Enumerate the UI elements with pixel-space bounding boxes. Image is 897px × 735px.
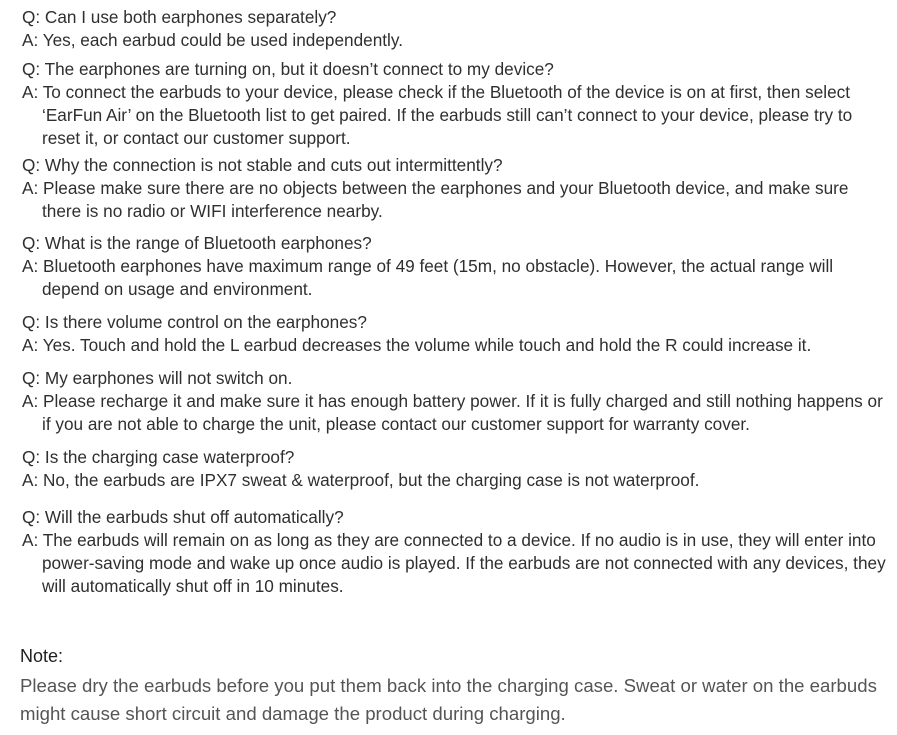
faq-answer: A: Please recharge it and make sure it has enough battery power. If it is fully charged and still nothing happens or if you are not able to charge the unit, please contact our customer support for warranty cover. xyxy=(22,391,883,434)
note-title: Note: xyxy=(20,646,64,666)
faq-question: Q: Why the connection is not stable and cuts out intermittently? xyxy=(22,155,503,175)
faq-answer: A: No, the earbuds are IPX7 sweat & waterproof, but the charging case is not waterproof. xyxy=(22,470,700,490)
faq-answer: A: Yes, each earbud could be used independently. xyxy=(22,30,403,50)
faq-question: Q: Is the charging case waterproof? xyxy=(22,447,295,467)
faq-answer: A: Yes. Touch and hold the L earbud decreases the volume while touch and hold the R could increase it. xyxy=(22,335,812,355)
faq-answer: A: Bluetooth earphones have maximum range of 49 feet (15m, no obstacle). However, the actual range will depend on usage and environment. xyxy=(22,256,834,299)
note-text: Please dry the earbuds before you put them back into the charging case. Sweat or water on the earbuds might cause short circuit and damage the product during charging. xyxy=(20,675,877,724)
faq-question: Q: Can I use both earphones separately? xyxy=(22,7,337,27)
note-section xyxy=(20,644,890,728)
faq-item xyxy=(22,6,888,52)
faq-item xyxy=(22,367,888,436)
faq-item xyxy=(22,154,888,223)
faq-question: Q: What is the range of Bluetooth earphones? xyxy=(22,233,372,253)
faq-item xyxy=(22,446,888,492)
faq-answer: A: Please make sure there are no objects between the earphones and your Bluetooth device, and make sure there is no radio or WIFI interference nearby. xyxy=(22,178,849,221)
faq-item xyxy=(22,506,888,598)
faq-item xyxy=(22,232,888,301)
faq-answer: A: The earbuds will remain on as long as they are connected to a device. If no audio is in use, they will enter into power-saving mode and wake up once audio is played. If the earbuds are not connected with any devices, they will automatically shut off in 10 minutes. xyxy=(22,530,886,596)
faq-item xyxy=(22,311,888,357)
faq-answer: A: To connect the earbuds to your device, please check if the Bluetooth of the device is on at first, then select ‘EarFun Air’ on the Bluetooth list to get paired. If the earbuds still can’t connect to your device, please try to reset it, or contact our customer support. xyxy=(22,82,853,148)
faq-question: Q: Is there volume control on the earphones? xyxy=(22,312,367,332)
faq-list xyxy=(22,6,888,598)
faq-question: Q: The earphones are turning on, but it doesn’t connect to my device? xyxy=(22,59,554,79)
faq-question: Q: My earphones will not switch on. xyxy=(22,368,293,388)
faq-question: Q: Will the earbuds shut off automatically? xyxy=(22,507,344,527)
faq-item xyxy=(22,58,888,150)
